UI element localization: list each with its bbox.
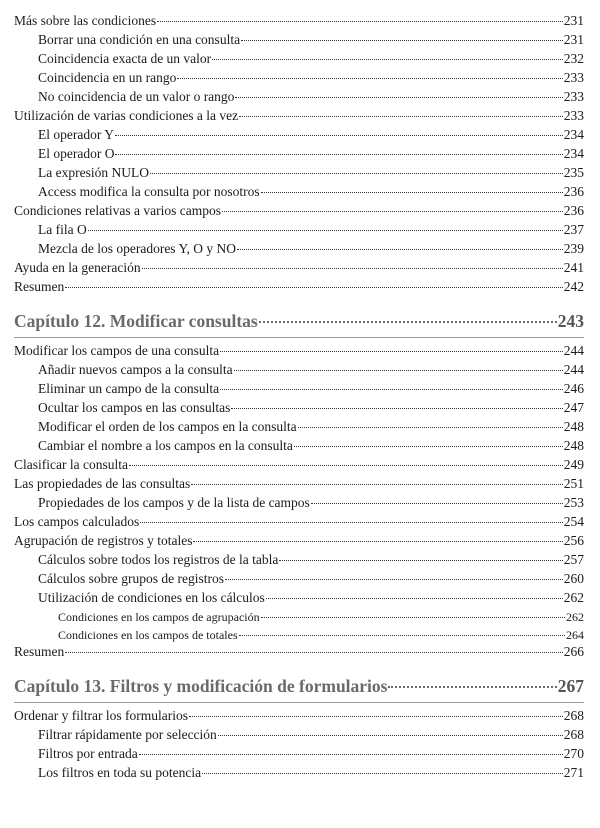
dot-leader: [241, 40, 563, 41]
toc-entry-title: Los campos calculados: [14, 514, 140, 529]
dot-leader: [311, 503, 563, 504]
toc-page-number: 256: [563, 533, 584, 548]
toc-entry[interactable]: [14, 644, 584, 660]
dot-leader: [266, 598, 563, 599]
dot-leader: [259, 321, 557, 323]
toc-page-number: 251: [563, 476, 584, 491]
toc-page-number: 234: [563, 127, 584, 142]
toc-page-number: 246: [563, 381, 584, 396]
dot-leader: [218, 735, 563, 736]
toc-entry-title: No coincidencia de un valor o rango: [38, 89, 235, 104]
dot-leader: [220, 389, 563, 390]
toc-entry[interactable]: [38, 590, 584, 606]
toc-entry-title: Filtros por entrada: [38, 746, 138, 761]
toc-page-number: 237: [563, 222, 584, 237]
toc-entry-title: Access modifica la consulta por nosotros: [38, 184, 260, 199]
chapter-page-number: 243: [557, 311, 584, 331]
toc-page-number: 271: [563, 765, 584, 780]
toc-page-number: 248: [563, 438, 584, 453]
toc-entry[interactable]: [38, 438, 584, 454]
toc-entry-title: Utilización de varias condiciones a la vez: [14, 108, 239, 123]
toc-entry[interactable]: [38, 765, 584, 781]
dot-leader: [235, 97, 562, 98]
toc-entry[interactable]: [38, 495, 584, 511]
toc-page-number: 233: [563, 70, 584, 85]
dot-leader: [193, 541, 562, 542]
toc-entry-title: Ayuda en la generación: [14, 260, 141, 275]
dot-leader: [220, 351, 563, 352]
dot-leader: [65, 287, 563, 288]
toc-entry-title: Resumen: [14, 279, 65, 294]
toc-page-number: 268: [563, 727, 584, 742]
toc-page-number: 242: [563, 279, 584, 294]
toc-page-number: 244: [563, 362, 584, 377]
toc-page-number: 266: [563, 644, 584, 659]
toc-entry[interactable]: [38, 165, 584, 181]
toc-entry-title: Condiciones relativas a varios campos: [14, 203, 221, 218]
chapter-page-number: 267: [557, 676, 584, 696]
toc-entry[interactable]: [14, 260, 584, 276]
toc-entry[interactable]: [14, 108, 584, 124]
toc-entry-title: Coincidencia exacta de un valor: [38, 51, 212, 66]
toc-entry-title: El operador O: [38, 146, 115, 161]
dot-leader: [261, 617, 565, 618]
toc-entry[interactable]: [38, 552, 584, 568]
dot-leader: [177, 78, 562, 79]
dot-leader: [189, 716, 563, 717]
dot-leader: [65, 652, 563, 653]
dot-leader: [225, 579, 563, 580]
toc-entry[interactable]: [38, 381, 584, 397]
dot-leader: [212, 59, 563, 60]
toc-entry[interactable]: [14, 708, 584, 724]
toc-entry[interactable]: [14, 279, 584, 295]
toc-entry[interactable]: [38, 362, 584, 378]
toc-page-number: 241: [563, 260, 584, 275]
toc-page-number: 260: [563, 571, 584, 586]
toc-entry[interactable]: [38, 32, 584, 48]
dot-leader: [388, 686, 556, 688]
toc-page-number: 231: [563, 13, 584, 28]
toc-entry-title: Condiciones en los campos de agrupación: [58, 610, 260, 624]
toc-entry-title: Resumen: [14, 644, 65, 659]
dot-leader: [140, 522, 563, 523]
toc-entry-title: Mezcla de los operadores Y, O y NO: [38, 241, 236, 256]
toc-entry-title: Eliminar un campo de la consulta: [38, 381, 220, 396]
toc-entry[interactable]: [38, 127, 584, 143]
dot-leader: [231, 408, 562, 409]
dot-leader: [237, 249, 563, 250]
toc-entry-title: Ordenar y filtrar los formularios: [14, 708, 188, 723]
dot-leader: [239, 635, 565, 636]
toc-entry[interactable]: [38, 222, 584, 238]
toc-entry[interactable]: [38, 51, 584, 67]
toc-entry[interactable]: [14, 457, 584, 473]
toc-entry[interactable]: [58, 609, 584, 625]
toc-entry-title: La expresión NULO: [38, 165, 149, 180]
toc-page-number: 231: [563, 32, 584, 47]
toc-entry[interactable]: [14, 476, 584, 492]
dot-leader: [115, 154, 562, 155]
toc-entry-title: Clasificar la consulta: [14, 457, 128, 472]
toc-entry-title: La fila O: [38, 222, 87, 237]
toc-page-number: 244: [563, 343, 584, 358]
dot-leader: [222, 211, 563, 212]
toc-page-number: 233: [563, 89, 584, 104]
toc-page-number: 248: [563, 419, 584, 434]
dot-leader: [234, 370, 563, 371]
toc-page-number: 254: [563, 514, 584, 529]
toc-page-number: 264: [566, 627, 584, 642]
toc-entry-title: Borrar una condición en una consulta: [38, 32, 241, 47]
dot-leader: [129, 465, 563, 466]
toc-entry-title: Condiciones en los campos de totales: [58, 627, 238, 642]
toc-page-number: 236: [563, 203, 584, 218]
dot-leader: [202, 773, 563, 774]
toc-page-number: 236: [563, 184, 584, 199]
chapter-title: Capítulo 12. Modificar consultas: [14, 311, 258, 331]
chapter-heading: [14, 310, 584, 332]
toc-entry-title: Cálculos sobre todos los registros de la tabla: [38, 552, 279, 567]
toc-page-number: 247: [563, 400, 584, 415]
toc-entry-title: Los filtros en toda su potencia: [38, 765, 202, 780]
toc-entry[interactable]: [38, 89, 584, 105]
toc-entry[interactable]: [38, 419, 584, 435]
dot-leader: [261, 192, 563, 193]
toc-entry[interactable]: [14, 13, 584, 29]
dot-leader: [139, 754, 563, 755]
toc-entry[interactable]: [14, 203, 584, 219]
dot-leader: [191, 484, 563, 485]
toc-page-number: 270: [563, 746, 584, 761]
toc-entry-title: Propiedades de los campos y de la lista de campos: [38, 495, 310, 510]
toc-page-number: 234: [563, 146, 584, 161]
toc-entry-title: Agrupación de registros y totales: [14, 533, 193, 548]
toc-entry[interactable]: [38, 241, 584, 257]
toc-entry-title: Añadir nuevos campos a la consulta: [38, 362, 233, 377]
toc-entry-title: Modificar el orden de los campos en la consulta: [38, 419, 297, 434]
dot-leader: [239, 116, 563, 117]
toc-entry[interactable]: [38, 727, 584, 743]
toc-entry-title: Modificar los campos de una consulta: [14, 343, 220, 358]
toc-entry[interactable]: [38, 571, 584, 587]
toc-entry-title: Coincidencia en un rango: [38, 70, 177, 85]
toc-entry[interactable]: [58, 627, 584, 643]
toc-entry[interactable]: [38, 70, 584, 86]
toc-entry[interactable]: [38, 400, 584, 416]
toc-entry-title: Ocultar los campos en las consultas: [38, 400, 231, 415]
dot-leader: [142, 268, 563, 269]
toc-entry-title: Más sobre las condiciones: [14, 13, 157, 28]
toc-entry-title: Filtrar rápidamente por selección: [38, 727, 217, 742]
toc-entry-title: Cálculos sobre grupos de registros: [38, 571, 224, 586]
toc-entry[interactable]: [14, 343, 584, 359]
chapter-divider: [14, 337, 584, 338]
dot-leader: [115, 135, 563, 136]
toc-page-number: 235: [563, 165, 584, 180]
toc-entry[interactable]: [38, 746, 584, 762]
toc-page-number: 268: [563, 708, 584, 723]
toc-page-number: 262: [563, 590, 584, 605]
dot-leader: [88, 230, 563, 231]
toc-entry[interactable]: [38, 184, 584, 200]
chapter-heading: [14, 675, 584, 697]
toc-entry-title: Las propiedades de las consultas: [14, 476, 191, 491]
toc-page-number: 249: [563, 457, 584, 472]
dot-leader: [150, 173, 563, 174]
toc-entry[interactable]: [14, 514, 584, 530]
toc-page-number: 232: [563, 51, 584, 66]
toc-entry[interactable]: [14, 533, 584, 549]
toc-page-number: 253: [563, 495, 584, 510]
toc-entry-title: Utilización de condiciones en los cálculos: [38, 590, 265, 605]
dot-leader: [157, 21, 563, 22]
dot-leader: [279, 560, 562, 561]
toc-page-number: 262: [566, 610, 584, 624]
toc-page-number: 239: [563, 241, 584, 256]
dot-leader: [298, 427, 563, 428]
toc-entry[interactable]: [38, 146, 584, 162]
chapter-divider: [14, 702, 584, 703]
chapter-title: Capítulo 13. Filtros y modificación de formularios: [14, 676, 388, 696]
toc-page-number: 233: [563, 108, 584, 123]
toc-page-number: 257: [563, 552, 584, 567]
toc-entry-title: Cambiar el nombre a los campos en la consulta: [38, 438, 293, 453]
dot-leader: [294, 446, 563, 447]
toc-entry-title: El operador Y: [38, 127, 114, 142]
